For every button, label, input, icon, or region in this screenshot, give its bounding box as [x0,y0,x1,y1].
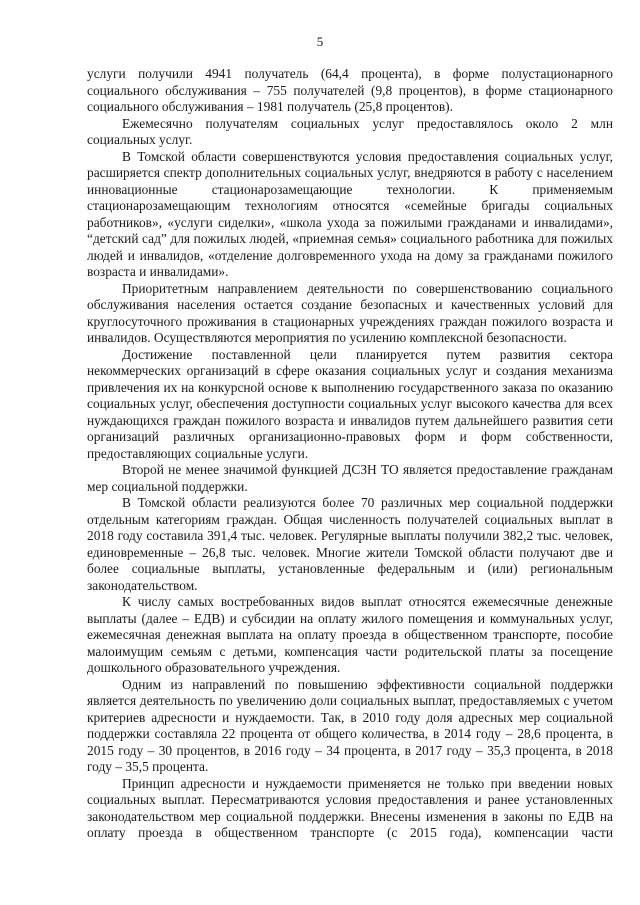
paragraph: В Томской области реализуются более 70 различных мер социальной поддержки отдельным категориям граждан. Общая численность получателей социальных выплат в 2018 году составила 391,4 тыс. человек. Регулярные выплаты получили 382,2 тыс. человек, единовременные – 26,8 тыс. человек. Многие жители Томской области получают две и более социальные выплаты, установленные федеральным и (или) региональным законодательством. [87,495,613,593]
paragraph: Одним из направлений по повышению эффективности социальной поддержки является деятельность по увеличению доли социальных выплат, предоставляемых с учетом критериев адресности и нуждаемости. Так, в 2010 году доля адресных мер социальной поддержки составляла 22 процента от общего количества, в 2014 году – 28,6 процента, в 2015 году – 30 процентов, в 2016 году – 34 процента, в 2017 году – 35,3 процента, в 2018 году – 35,5 процента. [87,676,613,774]
paragraph: В Томской области совершенствуются условия предоставления социальных услуг, расширяется спектр дополнительных социальных услуг, внедряются в работу с населением инновационные стационарозамещающие технологии. К применяемым стационарозамещающим технологиям относятся «семейные бригады социальных работников», «услуги сиделки», «школа ухода за пожилыми гражданами и инвалидами», “детский сад” для пожилых людей, «приемная семья» социального работника для пожилых людей и инвалидов, «отделение долговременного ухода на дому за гражданами пожилого возраста и инвалидами». [87,148,613,279]
paragraph: Достижение поставленной цели планируется путем развития сектора некоммерческих организаций в сфере оказания социальных услуг и создания механизма привлечения их на конкурсной основе к выполнению государственного заказа по оказанию социальных услуг, обеспечения доступности социальных услуг высокого качества для всех нуждающихся граждан пожилого возраста и инвалидов путем дальнейшего развития сети организаций различных организационно-правовых форм и форм собственности, предоставляющих социальные услуги. [87,346,613,461]
paragraph: Приоритетным направлением деятельности по совершенствованию социального обслуживания населения остается создание безопасных и качественных условий для круглосуточного проживания в стационарных учреждениях граждан пожилого возраста и инвалидов. Осуществляются мероприятия по усилению комплексной безопасности. [87,280,613,345]
paragraph: Второй не менее значимой функцией ДСЗН ТО является предоставление гражданам мер социальной поддержки. [87,462,613,494]
paragraph: Ежемесячно получателям социальных услуг предоставлялось около 2 млн социальных услуг. [87,115,613,147]
body-text [87,66,613,842]
paragraph: Принцип адресности и нуждаемости применяется не только при введении новых социальных выплат. Пересматриваются условия предоставления и ранее установленных законодательством мер социальной поддержки. Внесены изменения в законы по ЕДВ на оплату проезда в общественном транспорте (с 2015 года), компенсации части [87,775,613,840]
paragraph: услуги получили 4941 получатель (64,4 процента), в форме полустационарного социального обслуживания – 755 получателей (9,8 процентов), в форме стационарного социального обслуживания – 1981 получатель (25,8 процентов). [87,66,613,114]
page-number: 5 [316,34,324,49]
paragraph: К числу самых востребованных видов выплат относятся ежемесячные денежные выплаты (далее – ЕДВ) и субсидии на оплату жилого помещения и коммунальных услуг, ежемесячная денежная выплата на оплату проезда в общественном транспорте, пособие малоимущим семьям с детьми, компенсация части родительской платы за посещение дошкольного образовательного учреждения. [87,594,613,675]
